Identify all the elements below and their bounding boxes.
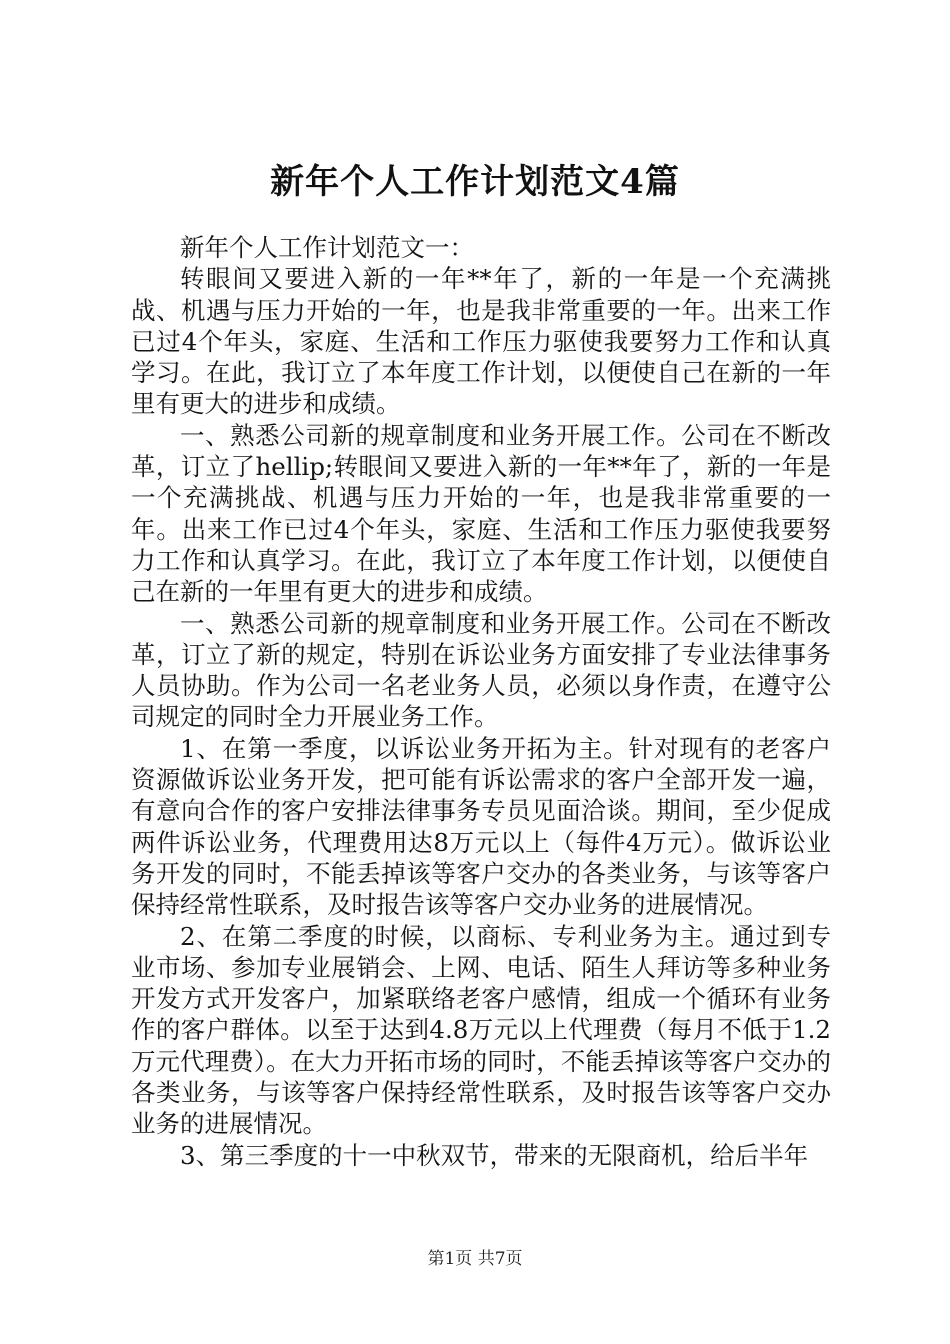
page-total: 共7页 — [477, 1249, 523, 1269]
paragraph-item-3: 3、第三季度的十一中秋双节，带来的无限商机，给后半年 — [180, 1140, 809, 1170]
paragraph-section-one-duplicate: 一、熟悉公司新的规章制度和业务开展工作。公司在不断改革，订立了hellip;转眼间又要进入新的一年**年了，新的一年是一个充满挑战、机遇与压力开始的一年，也是我非常重要的一年。出来工作已过4个年头，家庭、生活和工作压力驱使我要努力工作和认真学习。在此，我订立了本年度工作计划，以便使自己在新的一年里有更大的进步和成绩。 — [131, 420, 831, 607]
paragraph-item-1: 1、在第一季度，以诉讼业务开拓为主。针对现有的老客户资源做诉讼业务开发，把可能有诉讼需求的客户全部开发一遍，有意向合作的客户安排法律事务专员见面洽谈。期间，至少促成两件诉讼业务，代理费用达8万元以上（每件4万元）。做诉讼业务开发的同时，不能丢掉该等客户交办的各类业务，与该等客户保持经常性联系，及时报告该等客户交办业务的进展情况。 — [131, 733, 831, 920]
document-title: 新年个人工作计划范文4篇 — [270, 162, 680, 202]
paragraph-intro: 新年个人工作计划范文一： — [180, 233, 474, 262]
page-number: 第1页 — [427, 1249, 473, 1269]
page-footer — [0, 1244, 950, 1269]
document-body — [131, 232, 831, 1171]
paragraph-section-one: 一、熟悉公司新的规章制度和业务开展工作。公司在不断改革，订立了新的规定，特别在诉讼业务方面安排了专业法律事务人员协助。作为公司一名老业务人员，必须以身作责，在遵守公司规定的同时全力开展业务工作。 — [131, 608, 831, 732]
paragraph-item-2: 2、在第二季度的时候，以商标、专利业务为主。通过到专业市场、参加专业展销会、上网、电话、陌生人拜访等多种业务开发方式开发客户，加紧联络老客户感情，组成一个循环有业务作的客户群体。以至于达到4.8万元以上代理费（每月不低于1.2万元代理费）。在大力开拓市场的同时，不能丢掉该等客户交办的各类业务，与该等客户保持经常性联系，及时报告该等客户交办业务的进展情况。 — [131, 921, 831, 1139]
paragraph-opening: 转眼间又要进入新的一年**年了，新的一年是一个充满挑战、机遇与压力开始的一年，也是我非常重要的一年。出来工作已过4个年头，家庭、生活和工作压力驱使我要努力工作和认真学习。在此，我订立了本年度工作计划，以便使自己在新的一年里有更大的进步和成绩。 — [131, 264, 831, 419]
